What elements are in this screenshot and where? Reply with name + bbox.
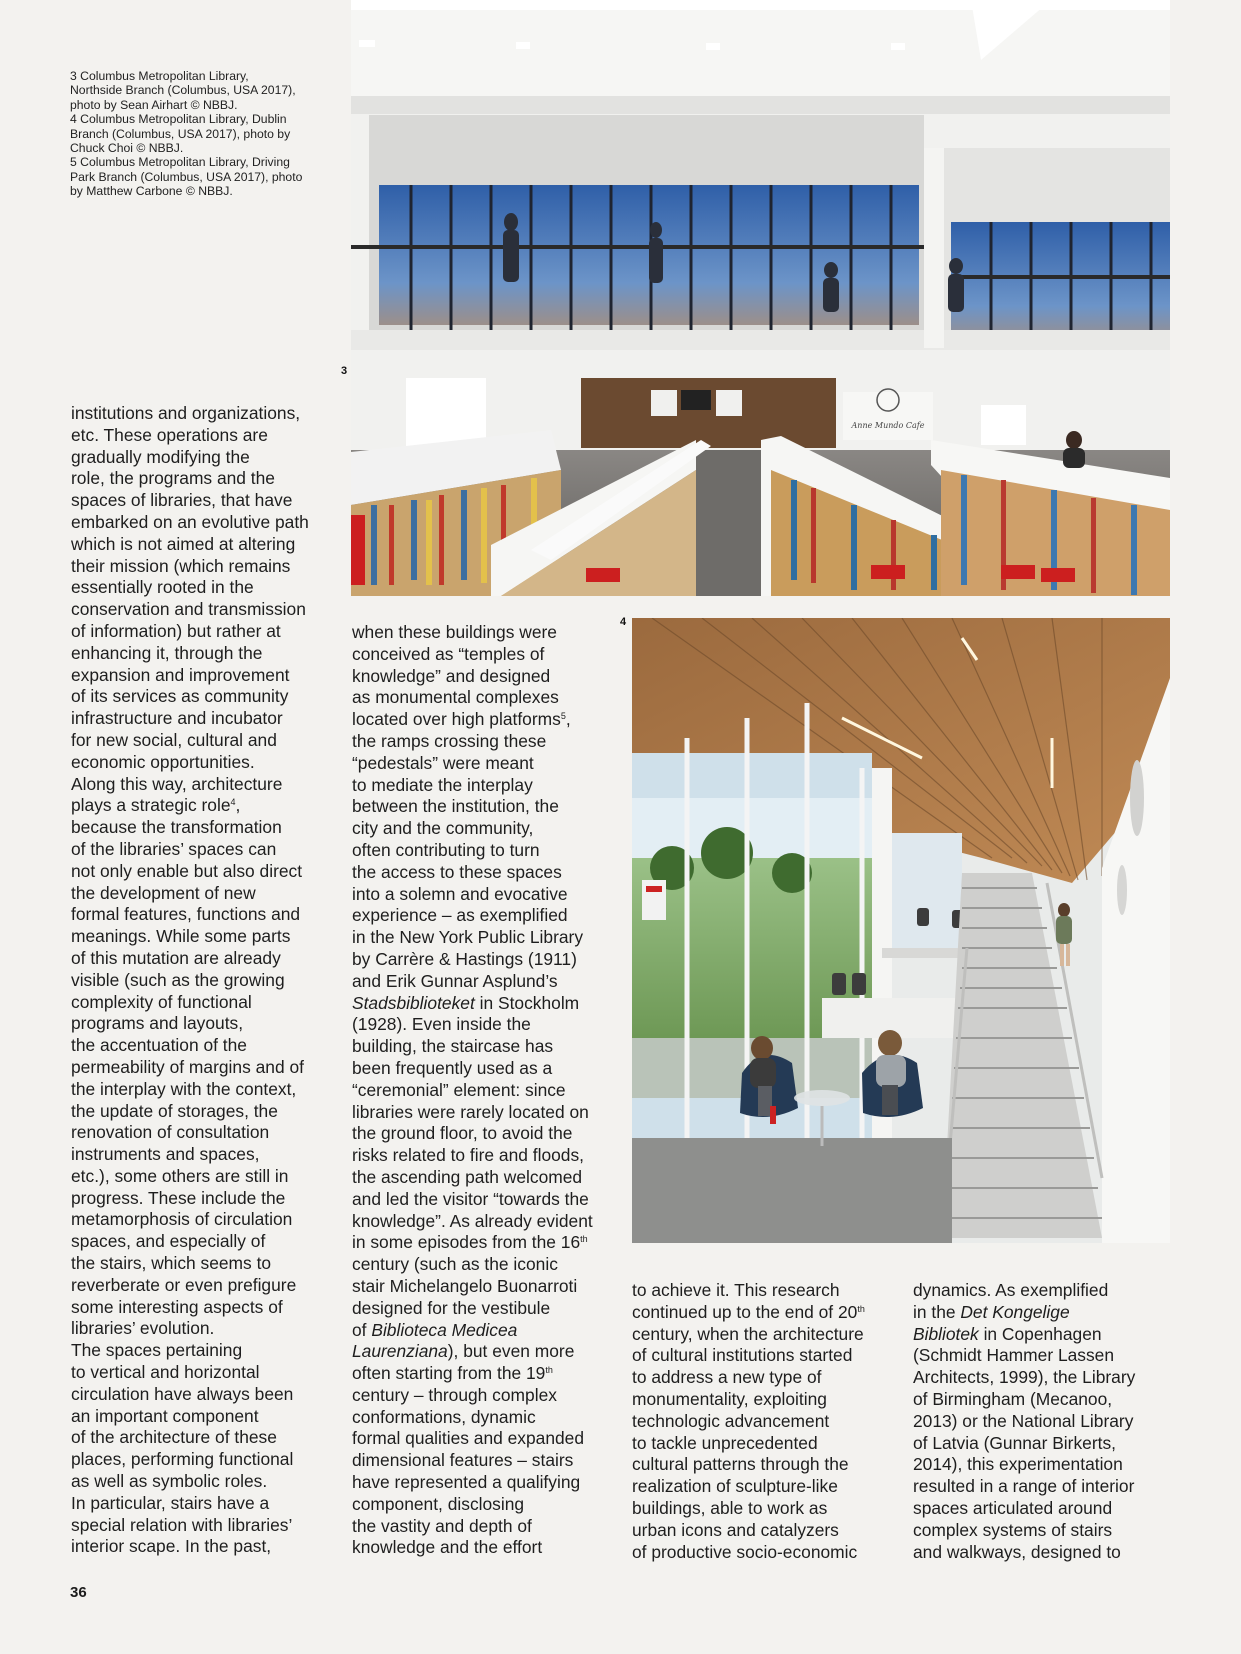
text-line: places, performing functional	[71, 1449, 294, 1470]
text-line: reverberate or even prefigure	[71, 1274, 297, 1295]
text-line: economic opportunities.	[71, 751, 255, 772]
text-line: The spaces pertaining	[71, 1340, 243, 1361]
text-line: often contributing to turn	[352, 839, 540, 860]
text-line: of its services as community	[71, 686, 289, 707]
text-line: institutions and organizations,	[71, 403, 301, 423]
figure-3-photo	[351, 0, 1170, 596]
text-line: the vastity and depth of	[352, 1515, 532, 1536]
italic-text: Bibliotek	[913, 1323, 979, 1344]
text-line: “ceremonial” element: since	[352, 1079, 566, 1100]
text-line: of Latvia (Gunnar Birkerts,	[913, 1432, 1116, 1453]
text-span: ,	[235, 795, 241, 816]
text-line: cultural patterns through the	[632, 1454, 849, 1475]
caption-line: photo by Sean Airhart © NBBJ.	[70, 97, 238, 112]
text-line: in the New York Public Library	[352, 927, 584, 948]
caption-line: Branch (Columbus, USA 2017), photo by	[70, 126, 291, 141]
caption-line: Northside Branch (Columbus, USA 2017),	[70, 83, 296, 98]
text-line: an important component	[71, 1405, 259, 1426]
text-line: buildings, able to work as	[632, 1497, 828, 1518]
text-line: the ascending path welcomed	[352, 1166, 583, 1187]
caption-line: 5 Columbus Metropolitan Library, Driving	[70, 155, 290, 170]
text-line: circulation have always been	[71, 1383, 294, 1404]
caption-line: Chuck Choi © NBBJ.	[70, 141, 184, 156]
text-line: dimensional features – stairs	[352, 1450, 574, 1471]
text-span: ), but even more	[447, 1341, 575, 1362]
text-line	[352, 1341, 622, 1363]
text-line: the ground floor, to avoid the	[352, 1123, 573, 1144]
text-line: conservation and transmission	[71, 599, 306, 620]
body-column-2	[352, 622, 622, 1559]
page-number: 36	[70, 1584, 87, 1601]
text-line: component, disclosing	[352, 1493, 525, 1514]
text-line: risks related to fire and floods,	[352, 1145, 584, 1166]
figure-3-number: 3	[341, 365, 348, 377]
body-column-4	[913, 1280, 1173, 1563]
italic-text: Laurenziana	[352, 1341, 448, 1362]
text-line: of information) but rather at	[71, 620, 281, 641]
text-line: have represented a qualifying	[352, 1472, 581, 1493]
text-line: century – through complex	[352, 1384, 557, 1405]
caption-line: by Matthew Carbone © NBBJ.	[70, 184, 233, 199]
text-span: continued up to the end of 20	[632, 1301, 858, 1322]
text-line: of this mutation are already	[71, 947, 281, 968]
italic-text: Biblioteca Medicea	[371, 1319, 518, 1340]
text-line: not only enable but also direct	[71, 860, 303, 881]
text-line: dynamics. As exemplified	[913, 1280, 1109, 1300]
text-line: enhancing it, through the	[71, 642, 263, 663]
text-line: expansion and improvement	[71, 664, 290, 685]
italic-text: Det Kongelige	[960, 1301, 1070, 1322]
superscript: 4	[230, 797, 236, 808]
caption-line: 3 Columbus Metropolitan Library,	[70, 69, 249, 83]
text-line: infrastructure and incubator	[71, 708, 283, 729]
text-line: urban icons and catalyzers	[632, 1519, 839, 1540]
body-column-1	[71, 403, 336, 1558]
superscript: 5	[560, 711, 566, 722]
text-line: permeability of margins and of	[71, 1056, 304, 1077]
text-line: which is not aimed at altering	[71, 533, 296, 554]
text-line: role, the programs and the	[71, 468, 275, 489]
text-line: and led the visitor “towards the	[352, 1188, 589, 1209]
text-line: of the libraries’ spaces can	[71, 838, 277, 859]
text-line: resulted in a range of interior	[913, 1476, 1135, 1497]
text-line	[913, 1302, 1173, 1324]
text-line: their mission (which remains	[71, 555, 291, 576]
text-line: some interesting aspects of	[71, 1296, 283, 1317]
body-column-3	[632, 1280, 902, 1563]
text-line	[352, 993, 622, 1015]
figure-4-number: 4	[620, 616, 627, 628]
text-line: essentially rooted in the	[71, 577, 254, 598]
text-line: between the institution, the	[352, 796, 559, 817]
superscript: th	[545, 1365, 553, 1376]
superscript: th	[580, 1234, 588, 1245]
text-line: (1928). Even inside the	[352, 1014, 531, 1035]
text-line: interior scape. In the past,	[71, 1536, 272, 1557]
text-line: libraries were rarely located on	[352, 1101, 589, 1122]
text-span: in Stockholm	[474, 992, 580, 1013]
text-line: gradually modifying the	[71, 446, 250, 467]
text-line: knowledge”. As already evident	[352, 1210, 593, 1231]
text-line: of the architecture of these	[71, 1427, 277, 1448]
cafe-sign: Anne Mundo Cafe	[851, 421, 925, 430]
text-line: as monumental complexes	[352, 687, 559, 708]
text-span: often starting from the 19	[352, 1363, 546, 1384]
figure-4-photo	[632, 618, 1170, 1243]
text-span: in the	[913, 1301, 961, 1322]
text-line	[352, 1363, 622, 1385]
text-line: spaces articulated around	[913, 1497, 1113, 1518]
text-line	[352, 1320, 622, 1342]
text-line: Along this way, architecture	[71, 773, 283, 794]
text-span: in Copenhagen	[978, 1323, 1102, 1344]
text-line: the stairs, which seems to	[71, 1253, 272, 1274]
caption-line: 4 Columbus Metropolitan Library, Dublin	[70, 112, 287, 127]
text-line: conceived as “temples of	[352, 643, 545, 664]
text-line: the update of storages, the	[71, 1100, 278, 1121]
text-line: city and the community,	[352, 818, 534, 839]
text-line: renovation of consultation	[71, 1122, 270, 1143]
text-line: to tackle unprecedented	[632, 1432, 818, 1453]
text-line: experience – as exemplified	[352, 905, 568, 926]
text-line: “pedestals” were meant	[352, 752, 534, 773]
text-line: into a solemn and evocative	[352, 883, 568, 904]
text-line: programs and layouts,	[71, 1013, 244, 1034]
text-line: and Erik Gunnar Asplund’s	[352, 970, 558, 991]
text-line: Architects, 1999), the Library	[913, 1367, 1136, 1388]
text-line: the development of new	[71, 882, 256, 903]
text-line: knowledge” and designed	[352, 665, 551, 686]
text-line: by Carrère & Hastings (1911)	[352, 948, 577, 969]
text-line: meanings. While some parts	[71, 926, 291, 947]
text-line: complex systems of stairs	[913, 1519, 1113, 1540]
text-line: etc.), some others are still in	[71, 1165, 289, 1186]
text-line: because the transformation	[71, 817, 282, 838]
text-line: of productive socio-economic	[632, 1541, 858, 1562]
text-line: century, when the architecture	[632, 1323, 864, 1344]
text-line: visible (such as the growing	[71, 969, 285, 990]
text-line: building, the staircase has	[352, 1036, 554, 1057]
text-line: when these buildings were	[352, 622, 557, 642]
text-line: to achieve it. This research	[632, 1280, 840, 1300]
text-line: monumentality, exploiting	[632, 1388, 827, 1409]
text-line: metamorphosis of circulation	[71, 1209, 293, 1230]
text-line: to mediate the interplay	[352, 774, 533, 795]
text-line: progress. These include the	[71, 1187, 286, 1208]
text-line	[913, 1324, 1173, 1346]
text-line: libraries’ evolution.	[71, 1318, 215, 1339]
text-line: stair Michelangelo Buonarroti	[352, 1275, 578, 1296]
text-line: designed for the vestibule	[352, 1297, 551, 1318]
text-line: conformations, dynamic	[352, 1406, 536, 1427]
text-line: realization of sculpture-like	[632, 1476, 838, 1497]
library-interior-image	[351, 0, 1170, 596]
text-line: of cultural institutions started	[632, 1345, 853, 1366]
text-line	[632, 1302, 902, 1324]
text-line: knowledge and the effort	[352, 1537, 543, 1558]
text-line: spaces, and especially of	[71, 1231, 266, 1252]
text-line: 2014), this experimentation	[913, 1454, 1123, 1475]
text-span: plays a strategic role	[71, 795, 231, 816]
text-line: century (such as the iconic	[352, 1254, 558, 1275]
text-line	[352, 1232, 622, 1254]
text-line: formal features, functions and	[71, 904, 301, 925]
text-line: special relation with libraries’	[71, 1514, 293, 1535]
figure-caption	[70, 69, 332, 199]
text-line: the interplay with the context,	[71, 1078, 297, 1099]
text-span: located over high platforms	[352, 709, 561, 730]
text-line: formal qualities and expanded	[352, 1428, 585, 1449]
text-line: to vertical and horizontal	[71, 1362, 260, 1383]
text-line: embarked on an evolutive path	[71, 511, 309, 532]
text-line: (Schmidt Hammer Lassen	[913, 1345, 1115, 1366]
text-line: spaces of libraries, that have	[71, 490, 293, 511]
text-line: the access to these spaces	[352, 861, 562, 882]
staircase-interior-image	[632, 618, 1170, 1243]
text-line: for new social, cultural and	[71, 729, 277, 750]
text-line: as well as symbolic roles.	[71, 1471, 268, 1492]
text-line: etc. These operations are	[71, 424, 268, 445]
text-line: and walkways, designed to	[913, 1541, 1121, 1562]
text-span: in some episodes from the 16	[352, 1232, 581, 1253]
text-line: of Birmingham (Mecanoo,	[913, 1388, 1113, 1409]
italic-text: Stadsbiblioteket	[352, 992, 475, 1013]
text-line: instruments and spaces,	[71, 1144, 260, 1165]
text-line: been frequently used as a	[352, 1057, 553, 1078]
text-line: 2013) or the National Library	[913, 1410, 1134, 1431]
text-line: technologic advancement	[632, 1410, 830, 1431]
text-line: the accentuation of the	[71, 1035, 247, 1056]
text-line: In particular, stairs have a	[71, 1492, 270, 1513]
text-line	[352, 709, 622, 731]
caption-line: Park Branch (Columbus, USA 2017), photo	[70, 169, 303, 184]
text-line: complexity of functional	[71, 991, 252, 1012]
text-span: ,	[565, 709, 571, 730]
text-line: the ramps crossing these	[352, 730, 547, 751]
text-line: to address a new type of	[632, 1367, 822, 1388]
superscript: th	[857, 1303, 865, 1314]
text-span: of	[352, 1319, 372, 1340]
text-line	[71, 795, 336, 817]
